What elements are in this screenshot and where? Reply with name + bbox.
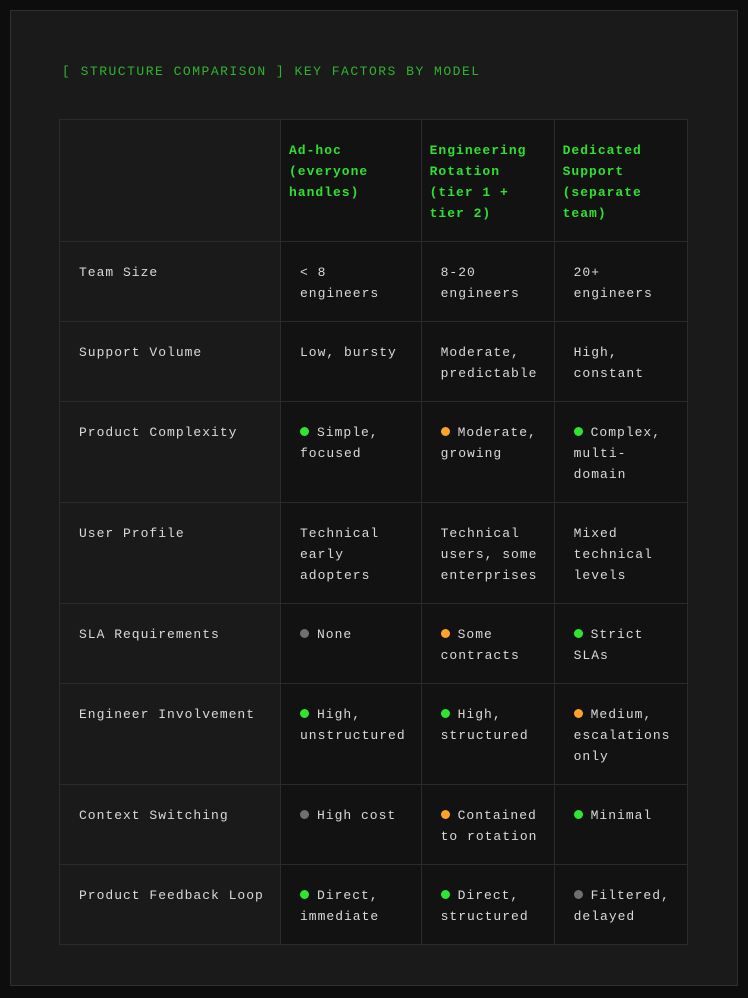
status-dot-icon: [300, 427, 309, 436]
status-dot-icon: [574, 810, 583, 819]
table-row-product-complexity: [60, 402, 688, 503]
table-cell: [421, 503, 554, 604]
cell-text: Filtered, delayed: [573, 888, 670, 924]
table-cell: [281, 503, 422, 604]
status-dot-icon: [574, 629, 583, 638]
table-cell: [421, 865, 554, 945]
row-label: Team Size: [60, 242, 281, 322]
table-cell: [554, 322, 687, 402]
cell-text: 8-20 engineers: [440, 265, 520, 301]
table-row-context-switching: [60, 785, 688, 865]
status-dot-icon: [441, 709, 450, 718]
table-cell: [554, 402, 687, 503]
table-cell: [281, 322, 422, 402]
cell-text: Medium, escalations only: [573, 707, 671, 764]
table-cell: [554, 785, 687, 865]
status-dot-icon: [574, 709, 583, 718]
table-cell: [281, 785, 422, 865]
table-cell: [554, 242, 687, 322]
cell-text: Moderate, growing: [440, 425, 537, 461]
table-cell: [421, 322, 554, 402]
cell-text: None: [317, 627, 353, 642]
cell-text: Simple, focused: [300, 425, 379, 461]
cell-text: Minimal: [590, 808, 653, 823]
cell-text: High, constant: [573, 345, 645, 381]
table-row-product-feedback-loop: [60, 865, 688, 945]
row-label: Support Volume: [60, 322, 281, 402]
cell-text: High, unstructured: [300, 707, 406, 743]
cell-text: Complex, multi-domain: [573, 425, 662, 482]
cell-text: Direct, immediate: [300, 888, 380, 924]
table-cell: [281, 865, 422, 945]
cell-text: Mixed technical levels: [573, 526, 653, 583]
status-dot-icon: [300, 890, 309, 899]
status-dot-icon: [441, 810, 450, 819]
cell-text: Low, bursty: [300, 345, 397, 360]
cell-text: Moderate, predictable: [440, 345, 538, 381]
status-dot-icon: [574, 427, 583, 436]
column-header-dedicated-support: Dedicated Support (separate team): [554, 120, 687, 242]
row-label: Product Complexity: [60, 402, 281, 503]
status-dot-icon: [300, 709, 309, 718]
table-row-engineer-involvement: [60, 684, 688, 785]
table-cell: [281, 684, 422, 785]
status-dot-icon: [574, 890, 583, 899]
terminal-panel: [10, 10, 738, 986]
table-cell: [281, 402, 422, 503]
table-cell: [281, 242, 422, 322]
table-row-user-profile: [60, 503, 688, 604]
column-header-engineering-rotation: Engineering Rotation (tier 1 + tier 2): [421, 120, 554, 242]
cell-text: Direct, structured: [440, 888, 529, 924]
status-dot-icon: [300, 810, 309, 819]
status-dot-icon: [441, 890, 450, 899]
table-cell: [554, 865, 687, 945]
row-label: Product Feedback Loop: [60, 865, 281, 945]
table-cell: [554, 503, 687, 604]
row-label: User Profile: [60, 503, 281, 604]
table-cell: [421, 785, 554, 865]
table-cell: [421, 604, 554, 684]
row-label: SLA Requirements: [60, 604, 281, 684]
table-row-sla-requirements: [60, 604, 688, 684]
table-cell: [554, 604, 687, 684]
table-cell: [421, 402, 554, 503]
status-dot-icon: [441, 427, 450, 436]
corner-cell: [60, 120, 281, 242]
table-cell: [421, 242, 554, 322]
cell-text: Technical early adopters: [300, 526, 380, 583]
table-row-team-size: [60, 242, 688, 322]
table-cell: [421, 684, 554, 785]
page-title: [ STRUCTURE COMPARISON ] KEY FACTORS BY MODEL: [62, 64, 481, 79]
row-label: Engineer Involvement: [60, 684, 281, 785]
cell-text: < 8 engineers: [300, 265, 380, 301]
row-label: Context Switching: [60, 785, 281, 865]
table-row-support-volume: [60, 322, 688, 402]
status-dot-icon: [300, 629, 309, 638]
status-dot-icon: [441, 629, 450, 638]
cell-text: Some contracts: [440, 627, 520, 663]
cell-text: High cost: [317, 808, 397, 823]
cell-text: 20+ engineers: [573, 265, 653, 301]
table-cell: [281, 604, 422, 684]
cell-text: Contained to rotation: [440, 808, 538, 844]
cell-text: Technical users, some enterprises: [440, 526, 538, 583]
comparison-table: [59, 119, 688, 945]
column-header-adhoc: Ad-hoc (everyone handles): [281, 120, 422, 242]
cell-text: High, structured: [440, 707, 529, 743]
table-cell: [554, 684, 687, 785]
table-header-row: [60, 120, 688, 242]
cell-text: Strict SLAs: [573, 627, 644, 663]
